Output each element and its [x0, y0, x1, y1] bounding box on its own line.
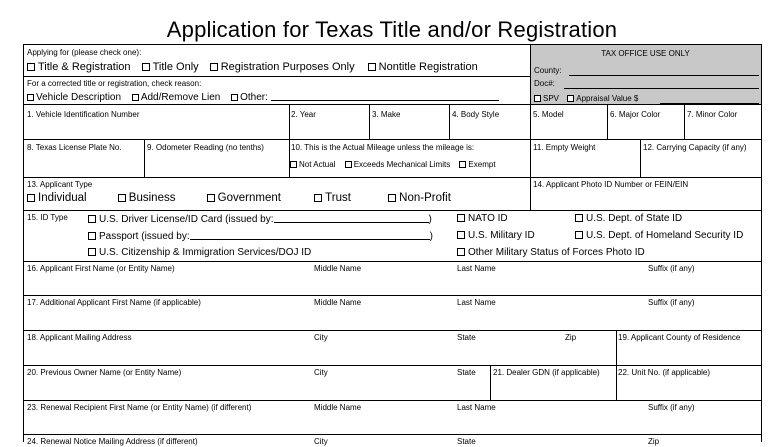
previous-owner-city-label: City — [314, 368, 328, 377]
mileage-label: 10. This is the Actual Mileage unless the mileage is: — [291, 143, 475, 152]
option-individual[interactable]: Individual — [27, 192, 87, 204]
make-label: 3. Make — [372, 110, 401, 119]
id-other-military-option[interactable]: Other Military Status of Forces Photo ID — [457, 247, 645, 259]
model-label: 5. Model — [533, 110, 564, 119]
renewal-middle-name-label: Middle Name — [314, 403, 362, 412]
renewal-zip-label: Zip — [648, 437, 660, 446]
applicant-last-name-label: Last Name — [457, 264, 496, 273]
minor-color-label: 7. Minor Color — [687, 110, 738, 119]
checkbox-title-registration[interactable] — [27, 63, 35, 71]
checkbox-driver-license[interactable] — [88, 215, 96, 223]
checkbox-not-actual[interactable] — [290, 161, 297, 168]
applicant-middle-name-label: Middle Name — [314, 264, 362, 273]
checkbox-passport[interactable] — [88, 232, 96, 240]
option-other[interactable]: Other: — [231, 92, 268, 103]
mailing-address-label: 18. Applicant Mailing Address — [27, 333, 132, 342]
renewal-first-name-label: 23. Renewal Recipient First Name (or Entity Name) (if different) — [27, 403, 252, 412]
mileage-options — [290, 160, 496, 170]
county-label: County: — [534, 66, 562, 75]
checkbox-add-remove-lien[interactable] — [132, 94, 139, 101]
checkbox-business[interactable] — [118, 194, 126, 202]
applying-for-options — [27, 61, 478, 74]
additional-first-name-label: 17. Additional Applicant First Name (if applicable) — [27, 298, 201, 307]
renewal-city-label: City — [314, 437, 328, 446]
checkbox-uscis[interactable] — [88, 248, 96, 256]
checkbox-vehicle-description[interactable] — [27, 94, 34, 101]
spv-option[interactable]: SPV — [534, 94, 559, 103]
option-vehicle-description[interactable]: Vehicle Description — [27, 92, 121, 103]
id-military-option[interactable]: U.S. Military ID — [457, 230, 535, 242]
checkbox-non-profit[interactable] — [388, 194, 396, 202]
checkbox-homeland[interactable] — [575, 231, 583, 239]
previous-owner-state-label: State — [457, 368, 476, 377]
corrected-reason-label: For a corrected title or registration, check reason: — [27, 79, 202, 88]
checkbox-spv[interactable] — [534, 95, 541, 102]
mailing-city-label: City — [314, 333, 328, 342]
unit-no-label: 22. Unit No. (if applicable) — [618, 368, 711, 377]
county-residence-label: 19. Applicant County of Residence — [618, 333, 741, 342]
id-uscis-option[interactable]: U.S. Citizenship & Immigration Services/DOJ ID — [88, 247, 311, 259]
option-trust[interactable]: Trust — [314, 192, 351, 204]
corrected-options — [27, 91, 499, 104]
option-title-only[interactable]: Title Only — [142, 61, 199, 73]
additional-suffix-label: Suffix (if any) — [648, 298, 695, 307]
id-type-label: 15. ID Type — [27, 213, 68, 222]
carrying-capacity-label: 12. Carrying Capacity (if any) — [643, 143, 747, 152]
checkbox-trust[interactable] — [314, 194, 322, 202]
option-exempt[interactable]: Exempt — [459, 160, 495, 169]
mailing-state-label: State — [457, 333, 476, 342]
empty-weight-label: 11. Empty Weight — [533, 143, 596, 152]
option-not-actual[interactable]: Not Actual — [290, 160, 335, 169]
applicant-type-options — [27, 192, 451, 205]
additional-middle-name-label: Middle Name — [314, 298, 362, 307]
title-application-form — [23, 44, 762, 446]
doc-label: Doc#: — [534, 79, 555, 88]
option-add-remove-lien[interactable]: Add/Remove Lien — [132, 92, 221, 103]
renewal-last-name-label: Last Name — [457, 403, 496, 412]
form-title: Application for Texas Title and/or Registration — [166, 17, 618, 42]
renewal-suffix-label: Suffix (if any) — [648, 403, 695, 412]
option-exceeds-limits[interactable]: Exceeds Mechanical Limits — [345, 160, 450, 169]
option-non-profit[interactable]: Non-Profit — [388, 192, 451, 204]
applicant-suffix-label: Suffix (if any) — [648, 264, 695, 273]
checkbox-nato[interactable] — [457, 214, 465, 222]
appraisal-option[interactable]: Appraisal Value $ — [567, 94, 638, 103]
id-nato-option[interactable]: NATO ID — [457, 213, 508, 225]
option-government[interactable]: Government — [207, 192, 281, 204]
id-passport-option[interactable]: Passport (issued by: ) — [88, 230, 433, 243]
renewal-address-label: 24. Renewal Notice Mailing Address (if different) — [27, 437, 198, 446]
tax-office-header: TAX OFFICE USE ONLY — [601, 49, 690, 58]
previous-owner-label: 20. Previous Owner Name (or Entity Name) — [27, 368, 182, 377]
photo-id-label: 14. Applicant Photo ID Number or FEIN/EIN — [533, 180, 689, 189]
other-reason-field[interactable] — [271, 91, 499, 101]
id-license-option[interactable]: U.S. Driver License/ID Card (issued by: ) — [88, 213, 432, 226]
checkbox-individual[interactable] — [27, 194, 35, 202]
tax-office-checks — [534, 94, 638, 104]
vin-label: 1. Vehicle Identification Number — [27, 110, 140, 119]
id-state-dept-option[interactable]: U.S. Dept. of State ID — [575, 213, 682, 225]
year-label: 2. Year — [291, 110, 316, 119]
option-nontitle-registration[interactable]: Nontitle Registration — [368, 61, 478, 73]
dealer-gdn-label: 21. Dealer GDN (if applicable) — [493, 368, 600, 377]
checkbox-nontitle-registration[interactable] — [368, 63, 376, 71]
body-style-label: 4. Body Style — [452, 110, 500, 119]
checkbox-military[interactable] — [457, 231, 465, 239]
renewal-state-label: State — [457, 437, 476, 446]
applicant-type-label: 13. Applicant Type — [27, 180, 93, 189]
checkbox-other[interactable] — [231, 94, 238, 101]
odometer-label: 9. Odometer Reading (no tenths) — [147, 143, 264, 152]
major-color-label: 6. Major Color — [610, 110, 661, 119]
plate-label: 8. Texas License Plate No. — [27, 143, 122, 152]
applying-for-label: Applying for (please check one): — [27, 48, 142, 57]
checkbox-government[interactable] — [207, 194, 215, 202]
passport-issuer-field[interactable] — [190, 230, 430, 240]
license-issuer-field[interactable] — [274, 213, 429, 223]
additional-last-name-label: Last Name — [457, 298, 496, 307]
checkbox-exempt[interactable] — [459, 161, 466, 168]
id-homeland-option[interactable]: U.S. Dept. of Homeland Security ID — [575, 230, 743, 242]
mailing-zip-label: Zip — [565, 333, 577, 342]
checkbox-exceeds-limits[interactable] — [345, 161, 352, 168]
checkbox-title-only[interactable] — [142, 63, 150, 71]
option-business[interactable]: Business — [118, 192, 176, 204]
checkbox-state-dept[interactable] — [575, 214, 583, 222]
checkbox-appraisal[interactable] — [567, 95, 574, 102]
applicant-first-name-label: 16. Applicant First Name (or Entity Name) — [27, 264, 175, 273]
option-registration-purposes[interactable]: Registration Purposes Only — [210, 61, 355, 73]
checkbox-other-military[interactable] — [457, 248, 465, 256]
option-title-registration[interactable]: Title & Registration — [27, 61, 131, 73]
checkbox-registration-purposes[interactable] — [210, 63, 218, 71]
